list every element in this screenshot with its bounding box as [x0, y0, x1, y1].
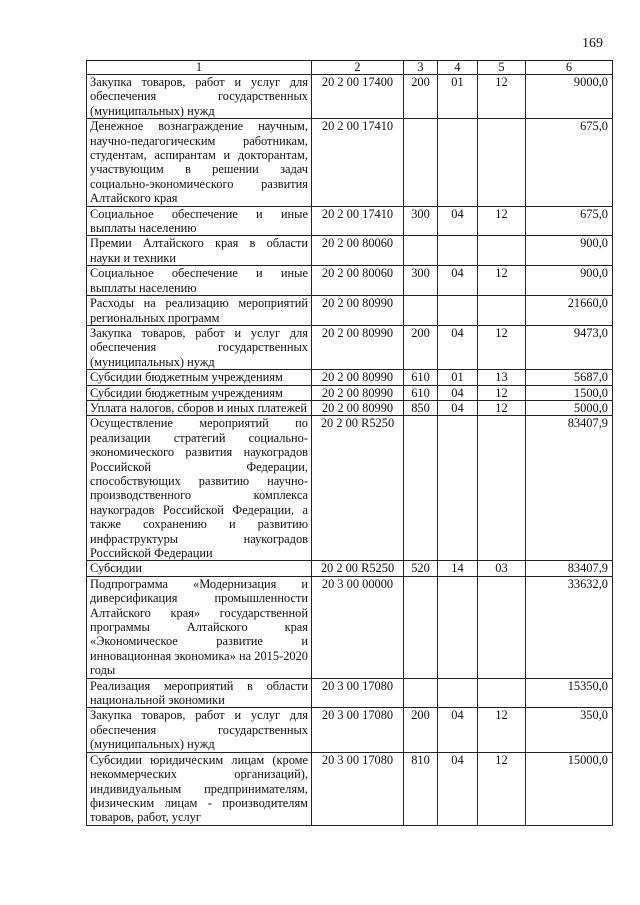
row-col3-cell — [404, 416, 438, 561]
row-col5-cell: 12 — [478, 75, 526, 119]
row-col3-cell — [404, 678, 438, 708]
row-col3-cell: 200 — [404, 325, 438, 369]
row-col5-cell: 12 — [478, 752, 526, 825]
table-row — [87, 678, 613, 708]
row-amount-cell: 15000,0 — [526, 752, 613, 825]
row-amount-cell: 33632,0 — [526, 576, 613, 678]
row-col4-cell: 01 — [438, 370, 478, 385]
row-col5-cell: 12 — [478, 266, 526, 296]
row-col3-cell: 200 — [404, 708, 438, 752]
row-code-cell: 20 2 00 17410 — [312, 119, 404, 206]
row-name-cell: Закупка товаров, работ и услуг для обеспечения государственных (муниципальных) нужд — [87, 75, 312, 119]
row-amount-cell: 900,0 — [526, 236, 613, 266]
row-col3-cell: 610 — [404, 370, 438, 385]
page-number: 169 — [582, 36, 603, 51]
row-col5-cell — [478, 119, 526, 206]
row-code-cell: 20 2 00 80990 — [312, 296, 404, 326]
row-col4-cell: 04 — [438, 400, 478, 415]
table-header-row — [87, 61, 613, 75]
row-code-cell: 20 2 00 80990 — [312, 370, 404, 385]
row-col5-cell: 12 — [478, 325, 526, 369]
row-code-cell: 20 2 00 17400 — [312, 75, 404, 119]
row-col4-cell: 04 — [438, 206, 478, 236]
row-col5-cell: 12 — [478, 206, 526, 236]
row-col4-cell — [438, 119, 478, 206]
row-amount-cell: 350,0 — [526, 708, 613, 752]
table-row — [87, 75, 613, 119]
table-row — [87, 119, 613, 206]
row-col3-cell: 200 — [404, 75, 438, 119]
row-name-cell: Субсидии — [87, 561, 312, 576]
header-cell: 6 — [526, 61, 613, 75]
budget-table-body — [87, 61, 613, 826]
header-cell: 4 — [438, 61, 478, 75]
table-row — [87, 370, 613, 385]
row-amount-cell: 5687,0 — [526, 370, 613, 385]
row-col3-cell: 810 — [404, 752, 438, 825]
row-name-cell: Социальное обеспечение и иные выплаты населению — [87, 266, 312, 296]
row-code-cell: 20 2 00 R5250 — [312, 561, 404, 576]
row-code-cell: 20 2 00 80060 — [312, 236, 404, 266]
row-amount-cell: 5000,0 — [526, 400, 613, 415]
table-row — [87, 416, 613, 561]
row-col3-cell: 300 — [404, 206, 438, 236]
table-row — [87, 206, 613, 236]
row-name-cell: Закупка товаров, работ и услуг для обеспечения государственных (муниципальных) нужд — [87, 325, 312, 369]
row-col4-cell: 04 — [438, 385, 478, 400]
row-amount-cell: 1500,0 — [526, 385, 613, 400]
row-amount-cell: 900,0 — [526, 266, 613, 296]
budget-table — [86, 60, 613, 826]
row-name-cell: Премии Алтайского края в области науки и техники — [87, 236, 312, 266]
row-col4-cell: 01 — [438, 75, 478, 119]
row-code-cell: 20 2 00 80990 — [312, 385, 404, 400]
row-col4-cell: 14 — [438, 561, 478, 576]
row-code-cell: 20 2 00 R5250 — [312, 416, 404, 561]
row-col4-cell: 04 — [438, 266, 478, 296]
header-cell: 1 — [87, 61, 312, 75]
row-amount-cell: 9473,0 — [526, 325, 613, 369]
row-code-cell: 20 2 00 80990 — [312, 400, 404, 415]
row-name-cell: Подпрограмма «Модернизация и диверсификация промышленности Алтайского края» государственной программы Алтайского края «Экономическое развитие и инновационная экономика» на 2015-2020 годы — [87, 576, 312, 678]
table-row — [87, 266, 613, 296]
row-amount-cell: 83407,9 — [526, 561, 613, 576]
row-name-cell: Расходы на реализацию мероприятий региональных программ — [87, 296, 312, 326]
row-amount-cell: 675,0 — [526, 206, 613, 236]
row-col3-cell — [404, 236, 438, 266]
row-col5-cell: 13 — [478, 370, 526, 385]
row-amount-cell: 9000,0 — [526, 75, 613, 119]
row-code-cell: 20 3 00 00000 — [312, 576, 404, 678]
row-col3-cell: 300 — [404, 266, 438, 296]
row-amount-cell: 83407,9 — [526, 416, 613, 561]
row-col5-cell — [478, 576, 526, 678]
table-row — [87, 752, 613, 825]
row-col4-cell — [438, 576, 478, 678]
row-amount-cell: 21660,0 — [526, 296, 613, 326]
table-row — [87, 385, 613, 400]
header-cell: 3 — [404, 61, 438, 75]
table-row — [87, 325, 613, 369]
row-code-cell: 20 2 00 17410 — [312, 206, 404, 236]
row-code-cell: 20 3 00 17080 — [312, 678, 404, 708]
row-code-cell: 20 2 00 80060 — [312, 266, 404, 296]
row-code-cell: 20 3 00 17080 — [312, 752, 404, 825]
row-name-cell: Субсидии юридическим лицам (кроме некоммерческих организаций), индивидуальным предпринимателям, физическим лицам - производителям товаров, работ, услуг — [87, 752, 312, 825]
row-name-cell: Денежное вознаграждение научным, научно-педагогическим работникам, студентам, аспирантам и докторантам, участвующим в решении задач социально-экономического развития Алтайского края — [87, 119, 312, 206]
row-col3-cell — [404, 119, 438, 206]
header-cell: 5 — [478, 61, 526, 75]
row-col3-cell — [404, 576, 438, 678]
row-name-cell: Реализация мероприятий в области национальной экономики — [87, 678, 312, 708]
row-name-cell: Закупка товаров, работ и услуг для обеспечения государственных (муниципальных) нужд — [87, 708, 312, 752]
row-name-cell: Субсидии бюджетным учреждениям — [87, 370, 312, 385]
row-col3-cell: 850 — [404, 400, 438, 415]
table-row — [87, 561, 613, 576]
row-code-cell: 20 2 00 80990 — [312, 325, 404, 369]
row-col4-cell: 04 — [438, 325, 478, 369]
row-col5-cell: 12 — [478, 708, 526, 752]
row-col3-cell: 520 — [404, 561, 438, 576]
row-col4-cell — [438, 236, 478, 266]
table-row — [87, 576, 613, 678]
row-col5-cell: 12 — [478, 385, 526, 400]
row-name-cell: Социальное обеспечение и иные выплаты населению — [87, 206, 312, 236]
row-col4-cell — [438, 416, 478, 561]
row-code-cell: 20 3 00 17080 — [312, 708, 404, 752]
row-col3-cell: 610 — [404, 385, 438, 400]
row-col5-cell — [478, 236, 526, 266]
row-col4-cell: 04 — [438, 752, 478, 825]
row-col3-cell — [404, 296, 438, 326]
row-col4-cell — [438, 678, 478, 708]
header-cell: 2 — [312, 61, 404, 75]
row-name-cell: Осуществление мероприятий по реализации стратегий социально-экономического развития наукоградов Российской Федерации, способствующих развитию научно-производственного комплекса наукоградов Российской Федерации, а также сохранению и развитию инфраструктуры наукоградов Российской Федерации — [87, 416, 312, 561]
row-col5-cell: 12 — [478, 400, 526, 415]
row-name-cell: Субсидии бюджетным учреждениям — [87, 385, 312, 400]
row-col4-cell: 04 — [438, 708, 478, 752]
row-col5-cell: 03 — [478, 561, 526, 576]
table-row — [87, 708, 613, 752]
row-col4-cell — [438, 296, 478, 326]
row-col5-cell — [478, 296, 526, 326]
row-name-cell: Уплата налогов, сборов и иных платежей — [87, 400, 312, 415]
row-col5-cell — [478, 678, 526, 708]
table-row — [87, 296, 613, 326]
table-row — [87, 400, 613, 415]
row-amount-cell: 675,0 — [526, 119, 613, 206]
row-amount-cell: 15350,0 — [526, 678, 613, 708]
row-col5-cell — [478, 416, 526, 561]
table-row — [87, 236, 613, 266]
